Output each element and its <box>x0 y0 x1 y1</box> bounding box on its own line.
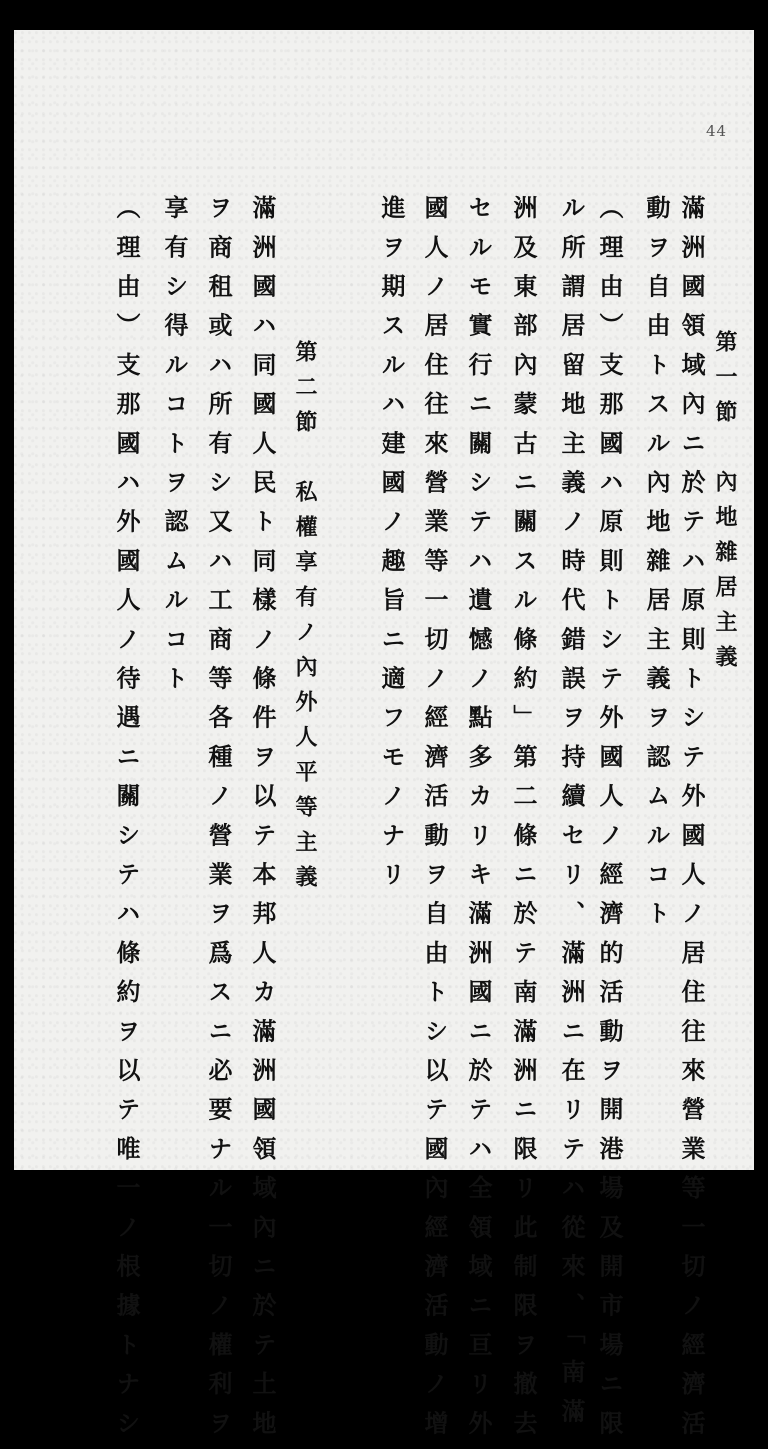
text-column: （理由）支那國ハ外國人ノ待遇ニ關シテハ條約ヲ以テ唯一ノ根據トナシ <box>112 195 141 1449</box>
text-column: 享有シ得ルコトヲ認ムルコト <box>160 195 189 705</box>
text-column: 進ヲ期スルハ建國ノ趣旨ニ適フモノナリ <box>377 195 406 901</box>
page-number: 44 <box>706 122 728 140</box>
text-column: 國人ノ居住往來營業等一切ノ經濟活動ヲ自由トシ以テ國內經濟活動ノ增 <box>420 195 449 1449</box>
section-heading-2: 第二節 私權享有ノ內外人平等主義 <box>292 340 318 900</box>
section-heading-1: 第一節 內地雜居主義 <box>712 330 738 680</box>
text-column: 洲及東部內蒙古ニ關スル條約」第二條ニ於テ南滿洲ニ限リ此制限ヲ撤去 <box>509 195 538 1449</box>
text-column: 滿洲國領域內ニ於テハ原則トシテ外國人ノ居住往來營業等一切ノ經濟活 <box>677 195 706 1449</box>
text-column: （理由）支那國ハ原則トシテ外國人ノ經濟的活動ヲ開港場及開市場ニ限 <box>595 195 624 1449</box>
text-column: 滿洲國ハ同國人民ト同樣ノ條件ヲ以テ本邦人カ滿洲國領域內ニ於テ土地 <box>248 195 277 1449</box>
text-column: ル所謂居留地主義ノ時代錯誤ヲ持續セリ、滿洲ニ在リテハ從來、「南滿 <box>557 195 586 1438</box>
text-column: セルモ實行ニ關シテハ遺憾ノ點多カリキ滿洲國ニ於テハ全領域ニ亘リ外 <box>464 195 493 1449</box>
text-column: ヲ商租或ハ所有シ又ハ工商等各種ノ營業ヲ爲スニ必要ナル一切ノ權利ヲ <box>204 195 233 1449</box>
document-page <box>14 30 754 1449</box>
text-column: 動ヲ自由トスル內地雜居主義ヲ認ムルコト <box>642 195 671 940</box>
